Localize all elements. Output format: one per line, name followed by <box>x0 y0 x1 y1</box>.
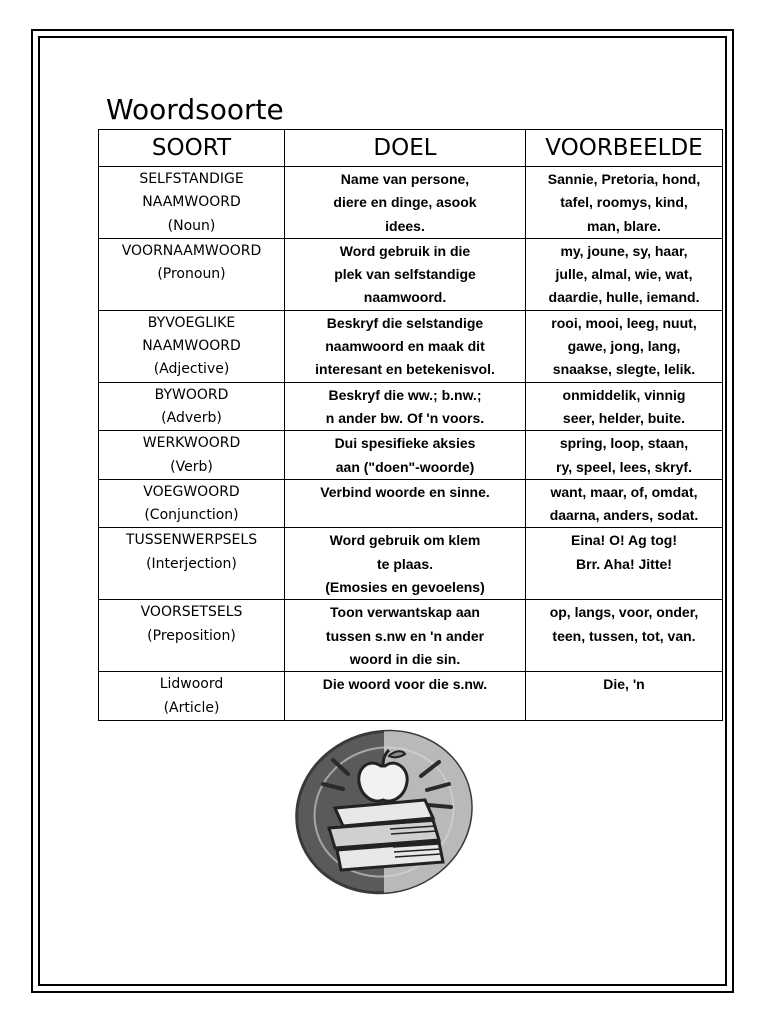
cell-text-line: WERKWOORD <box>142 435 241 452</box>
cell-voorbeelde <box>526 382 723 431</box>
cell-text-line: diere en dinge, asook <box>333 194 477 211</box>
cell-text-line: (Adverb) <box>161 409 222 426</box>
cell-text-line: Sannie, Pretoria, hond, <box>547 171 701 187</box>
cell-text-line: op, langs, voor, onder, <box>549 604 699 621</box>
cell-soort <box>99 167 285 239</box>
cell-soort <box>99 479 285 528</box>
cell-text-line: TUSSENWERPSELS <box>125 532 258 549</box>
cell-voorbeelde <box>526 167 723 239</box>
cell-text-line: Word gebruik in die <box>339 242 471 259</box>
cell-text-line: julle, almal, wie, wat, <box>555 266 693 283</box>
cell-text-line: VOORSETSELS <box>140 604 243 621</box>
cell-text-line: SELFSTANDIGE <box>139 171 244 187</box>
cell-text-line: (Conjunction) <box>144 507 239 524</box>
cell-text-line: Lidwoord <box>159 676 224 693</box>
cell-doel <box>285 167 526 239</box>
table-row <box>99 310 723 382</box>
cell-text-line: daardie, hulle, iemand. <box>548 289 700 306</box>
cell-voorbeelde <box>526 431 723 480</box>
cell-soort <box>99 431 285 480</box>
cell-soort <box>99 672 285 721</box>
cell-text-line: snaakse, slegte, lelik. <box>552 361 696 378</box>
cell-text-line: naamwoord en maak dit <box>325 338 485 355</box>
cell-voorbeelde <box>526 528 723 600</box>
cell-voorbeelde <box>526 238 723 310</box>
cell-text-line: onmiddelik, vinnig <box>562 386 686 403</box>
page-title: Woordsoorte <box>106 93 284 126</box>
table-row <box>99 167 723 239</box>
cell-text-line: Toon verwantskap aan <box>330 604 480 621</box>
cell-text-line: daarna, anders, sodat. <box>549 507 699 524</box>
cell-voorbeelde <box>526 600 723 672</box>
cell-doel <box>285 238 526 310</box>
header-doel: DOEL <box>285 130 526 167</box>
cell-text-line: te plaas. <box>376 555 434 572</box>
cell-text-line: rooi, mooi, leeg, nuut, <box>551 314 697 331</box>
cell-text-line: want, maar, of, omdat, <box>550 483 698 500</box>
cell-text-line: naamwoord. <box>363 289 447 306</box>
cell-text-line: BYWOORD <box>154 386 229 403</box>
cell-text-line: gawe, jong, lang, <box>567 338 681 355</box>
cell-text-line: (Article) <box>163 699 220 716</box>
cell-text-line: my, joune, sy, haar, <box>560 242 688 259</box>
cell-text-line: idees. <box>385 217 425 234</box>
cell-text-line: Die, 'n <box>603 676 645 693</box>
cell-text-line: BYVOEGLIKE <box>147 314 236 331</box>
cell-doel <box>285 672 526 721</box>
cell-text-line: Verbind woorde en sinne. <box>320 483 490 500</box>
cell-voorbeelde <box>526 479 723 528</box>
cell-soort <box>99 600 285 672</box>
books-and-apple-icon <box>293 728 475 896</box>
cell-text-line: VOORNAAMWOORD <box>121 242 262 259</box>
table-row <box>99 672 723 721</box>
cell-text-line: (Noun) <box>167 217 216 234</box>
cell-text-line: (Interjection) <box>146 555 237 572</box>
table-row <box>99 600 723 672</box>
cell-voorbeelde <box>526 672 723 721</box>
header-soort: SOORT <box>99 130 285 167</box>
cell-soort <box>99 238 285 310</box>
cell-text-line: Beskryf die selstandige <box>326 314 484 331</box>
cell-text-line: seer, helder, buite. <box>562 409 686 426</box>
cell-text-line: NAAMWOORD <box>142 338 241 355</box>
cell-text-line: aan ("doen"-woorde) <box>335 458 475 475</box>
cell-soort <box>99 528 285 600</box>
cell-text-line: Die woord voor die s.nw. <box>322 676 488 693</box>
table-row <box>99 479 723 528</box>
cell-text-line: n ander bw. Of 'n voors. <box>325 409 485 426</box>
cell-text-line: Dui spesifieke aksies <box>334 435 476 452</box>
header-voorbeelde: VOORBEELDE <box>526 130 723 167</box>
table-header-row <box>99 130 723 167</box>
table-row <box>99 238 723 310</box>
cell-text-line: teen, tussen, tot, van. <box>552 627 696 644</box>
word-types-table <box>98 129 723 721</box>
cell-text-line: Brr. Aha! Jitte! <box>576 555 672 572</box>
table-row <box>99 382 723 431</box>
cell-text-line: Word gebruik om klem <box>329 532 481 549</box>
cell-doel <box>285 431 526 480</box>
cell-doel <box>285 310 526 382</box>
cell-text-line: spring, loop, staan, <box>559 435 689 452</box>
cell-text-line: Eina! O! Ag tog! <box>570 532 678 549</box>
cell-text-line: (Verb) <box>170 458 213 475</box>
table-row <box>99 431 723 480</box>
cell-text-line: plek van selfstandige <box>334 266 476 283</box>
table-row <box>99 528 723 600</box>
cell-text-line: tussen s.nw en 'n ander <box>325 627 485 644</box>
cell-text-line: woord in die sin. <box>349 650 461 667</box>
cell-text-line: NAAMWOORD <box>142 194 241 211</box>
cell-doel <box>285 479 526 528</box>
cell-text-line: interesant en betekenisvol. <box>315 361 495 378</box>
cell-text-line: Beskryf die ww.; b.nw.; <box>328 386 482 403</box>
cell-doel <box>285 600 526 672</box>
cell-text-line: tafel, roomys, kind, <box>560 194 688 211</box>
cell-text-line: (Preposition) <box>147 627 236 644</box>
cell-text-line: Name van persone, <box>340 171 470 187</box>
cell-text-line: (Adjective) <box>153 361 230 378</box>
cell-text-line: VOEGWOORD <box>143 483 240 500</box>
cell-voorbeelde <box>526 310 723 382</box>
cell-soort <box>99 310 285 382</box>
cell-doel <box>285 528 526 600</box>
cell-doel <box>285 382 526 431</box>
cell-text-line: (Emosies en gevoelens) <box>325 579 485 596</box>
cell-text-line: ry, speel, lees, skryf. <box>556 458 692 475</box>
cell-soort <box>99 382 285 431</box>
cell-text-line: (Pronoun) <box>157 266 226 283</box>
cell-text-line: man, blare. <box>587 217 661 234</box>
